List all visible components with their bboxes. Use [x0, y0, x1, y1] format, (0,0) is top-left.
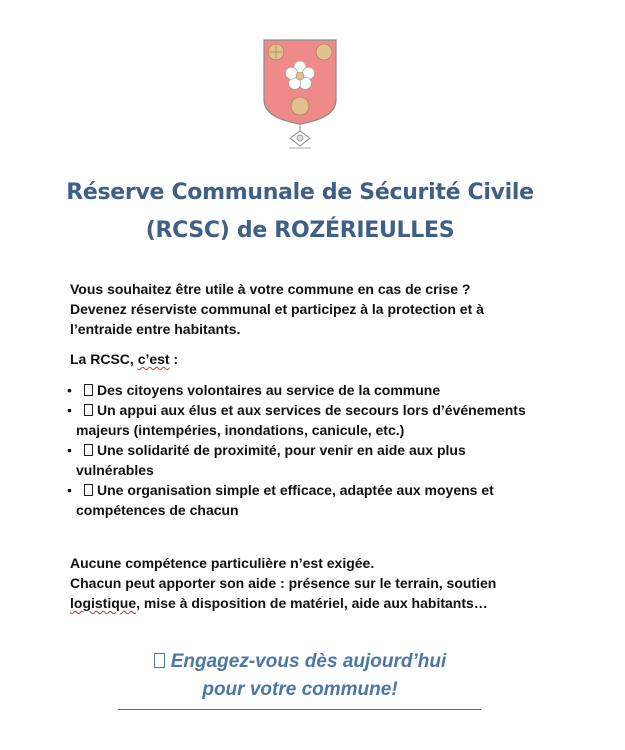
- page-title-line-2: (RCSC) de ROZÉRIEULLES: [145, 218, 455, 243]
- coat-of-arms-icon: [262, 38, 338, 150]
- bullet-icon: •: [67, 442, 72, 458]
- emoji-placeholder-icon: [84, 444, 93, 456]
- outro-line-1: Aucune compétence particulière n’est exigée.: [70, 555, 375, 571]
- outro-line-3: [70, 593, 550, 613]
- emoji-placeholder-icon: [154, 653, 165, 668]
- emoji-placeholder-icon: [84, 484, 93, 496]
- bullet-icon: •: [67, 482, 72, 498]
- intro-line-1: Vous souhaitez être utile à votre commune en cas de crise ?: [70, 281, 471, 297]
- call-to-action-line-2: pour votre commune!: [202, 679, 398, 700]
- intro-paragraph: [70, 279, 550, 339]
- list-item-text: Une organisation simple et efficace, adaptée aux moyens et compétences de chacun: [76, 482, 494, 518]
- list-item: [67, 440, 540, 480]
- benefits-list: [67, 380, 540, 520]
- lead-underlined-word: c’est: [137, 351, 170, 367]
- list-item-text: Un appui aux élus et aux services de secours lors d’événements majeurs (intempéries, inondations, canicule, etc.): [76, 402, 526, 438]
- intro-line-3: l’entraide entre habitants.: [70, 321, 241, 337]
- lead-prefix: La RCSC,: [70, 351, 138, 367]
- outro-line-2: Chacun peut apporter son aide : présence sur le terrain, soutien: [70, 575, 497, 591]
- list-item: [67, 380, 540, 400]
- bullet-icon: •: [67, 382, 72, 398]
- list-item: [67, 400, 540, 440]
- bullet-icon: •: [67, 402, 72, 418]
- list-item-text: Des citoyens volontaires au service de la commune: [97, 382, 441, 398]
- intro-line-2: Devenez réserviste communal et participez à la protection et à: [70, 301, 484, 317]
- page-title-line-1: Réserve Communale de Sécurité Civile: [66, 180, 534, 205]
- emoji-placeholder-icon: [84, 404, 93, 416]
- lead-suffix: :: [169, 351, 179, 367]
- emoji-placeholder-icon: [84, 384, 93, 396]
- list-item-text: Une solidarité de proximité, pour venir en aide aux plus vulnérables: [76, 442, 466, 478]
- list-item: [67, 480, 540, 520]
- outro-underlined-word: logistique: [70, 595, 137, 611]
- outro-paragraph: [70, 553, 550, 613]
- divider: [118, 709, 481, 710]
- outro-line-3-rest: , mise à disposition de matériel, aide aux habitants…: [136, 595, 488, 611]
- call-to-action-line-1: [90, 651, 510, 673]
- cta-text-1: Engagez-vous dès aujourd’hui: [170, 651, 447, 672]
- lead-text: [70, 349, 550, 369]
